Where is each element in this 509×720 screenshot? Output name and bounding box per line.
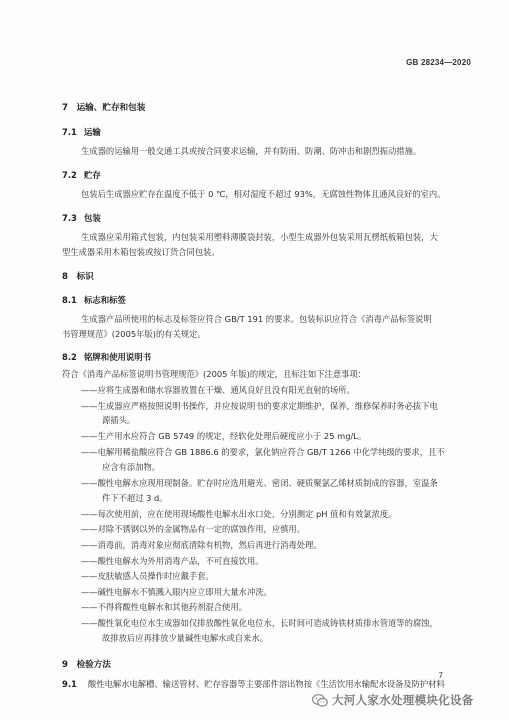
page-number: 7	[438, 671, 443, 680]
section-7-3-number: 7.3	[62, 213, 77, 223]
section-9-1-number: 9.1	[62, 679, 77, 689]
section-7-2-heading	[62, 170, 101, 181]
list-item: ——皮肤敏感人员操作时应戴手套。	[81, 571, 214, 581]
section-8-1-text-line1: 生成器产品所使用的标志及标签应符合 GB/T 191 的要求。包装标识应符合《消毒产品标签说明	[81, 314, 432, 324]
watermark-text: 大河人家水处理模块化设备	[332, 693, 474, 707]
list-item: ——每次使用前，应在使用现场酸性电解水出水口处，分别测定 pH 值和有效氯浓度。	[81, 509, 397, 519]
section-7-1-text: 生成器的运输用一般交通工具或按合同要求运输，并有防雨、防潮、防冲击和剧烈振动措施。	[81, 146, 422, 156]
section-9-title: 9 检验方法	[62, 660, 111, 670]
section-9-1-line	[62, 679, 445, 690]
list-item: ——生产用水应符合 GB 5749 的规定，经软化处理后硬度应小于 25 mg/L。	[81, 431, 367, 441]
list-item: ——酸性电解水为外用消毒产品，不可直接饮用。	[81, 556, 264, 566]
section-7-1-title: 运输	[84, 127, 101, 137]
section-8-1-title: 标志和标签	[84, 295, 126, 305]
section-7-1-heading	[62, 127, 101, 138]
list-item: ——应将生成器和储水容器放置在干燥、通风良好且没有阳光直射的场所。	[81, 385, 355, 395]
section-8-2-number: 8.2	[62, 352, 77, 362]
section-8-2-heading	[62, 352, 151, 363]
section-8-2-title: 铭牌和使用说明书	[84, 352, 151, 362]
section-8-1-heading	[62, 295, 126, 306]
list-item: ——消毒前，消毒对象应彻底清除有机物，然后再进行消毒处理。	[81, 540, 322, 550]
list-item: ——对除不锈钢以外的金属物品有一定的腐蚀作用，应慎用。	[81, 524, 306, 534]
list-item-continuation: 件下不超过 3 d。	[102, 493, 168, 503]
section-8-title: 8 标识	[62, 272, 94, 282]
section-8-1-number: 8.1	[62, 295, 77, 305]
section-7-1-number: 7.1	[62, 127, 77, 137]
section-7-3-title: 包装	[84, 213, 101, 223]
section-7-3-text-line1: 生成器应采用箱式包装，内包装采用塑料薄膜袋封装，小型生成器外包装采用瓦楞纸板箱包装，大	[81, 232, 438, 242]
section-8-2-intro: 符合《消毒产品标签说明书管理规范》(2005 年版)的规定，且标注如下注意事项：	[62, 369, 367, 379]
list-item-continuation: 故排放后应再排放少量碱性电解水或自来水。	[102, 633, 268, 643]
section-7-2-number: 7.2	[62, 170, 77, 180]
wechat-icon	[312, 694, 328, 707]
section-7-title: 7 运输、贮存和包装	[62, 103, 146, 113]
standard-code: GB 28234—2020	[406, 58, 471, 67]
section-7-2-title: 贮存	[84, 170, 101, 180]
watermark	[312, 692, 474, 708]
section-9-1-text: 酸性电解水电解槽、输送管材、贮存容器等主要部件溶出物按《生活饮用水输配水设备及防护材料	[88, 679, 445, 689]
list-item: ——酸性电解水应现用现制备。贮存时应选用避光、密闭、硬质聚氯乙烯材质制成的容器，室温条	[81, 478, 438, 488]
list-item: ——生成器应严格按照说明书操作，并应按说明书的要求定期维护，保养，维修保养时务必拔下电	[81, 401, 438, 411]
list-item: ——酸性氧化电位水生成器如仅排放酸性氧化电位水，长时间可造成铸铁材质排水管道等的腐蚀，	[81, 618, 438, 628]
list-item: ——不得将酸性电解水和其他药剂混合使用。	[81, 602, 247, 612]
section-7-3-heading	[62, 213, 101, 224]
list-item: ——电解用稀盐酸应符合 GB 1886.6 的要求，氯化钠应符合 GB/T 1266 中化学纯级的要求，且不	[81, 447, 445, 457]
list-item: ——碱性电解水不慎溅入眼内应立即用大量水冲洗。	[81, 587, 272, 597]
section-8-1-text-line2: 书管理规范》(2005年版)的有关规定。	[62, 329, 206, 339]
list-item-continuation: 源插头。	[102, 415, 136, 425]
section-7-2-text: 包装后生成器应贮存在温度不低于 0 ℃，相对湿度不超过 93%，无腐蚀性物体且通风良好的室内。	[81, 189, 446, 199]
section-7-3-text-line2: 型生成器采用木箱包装或按订货合同包装。	[62, 247, 220, 257]
list-item-continuation: 应含有添加物。	[102, 462, 161, 472]
